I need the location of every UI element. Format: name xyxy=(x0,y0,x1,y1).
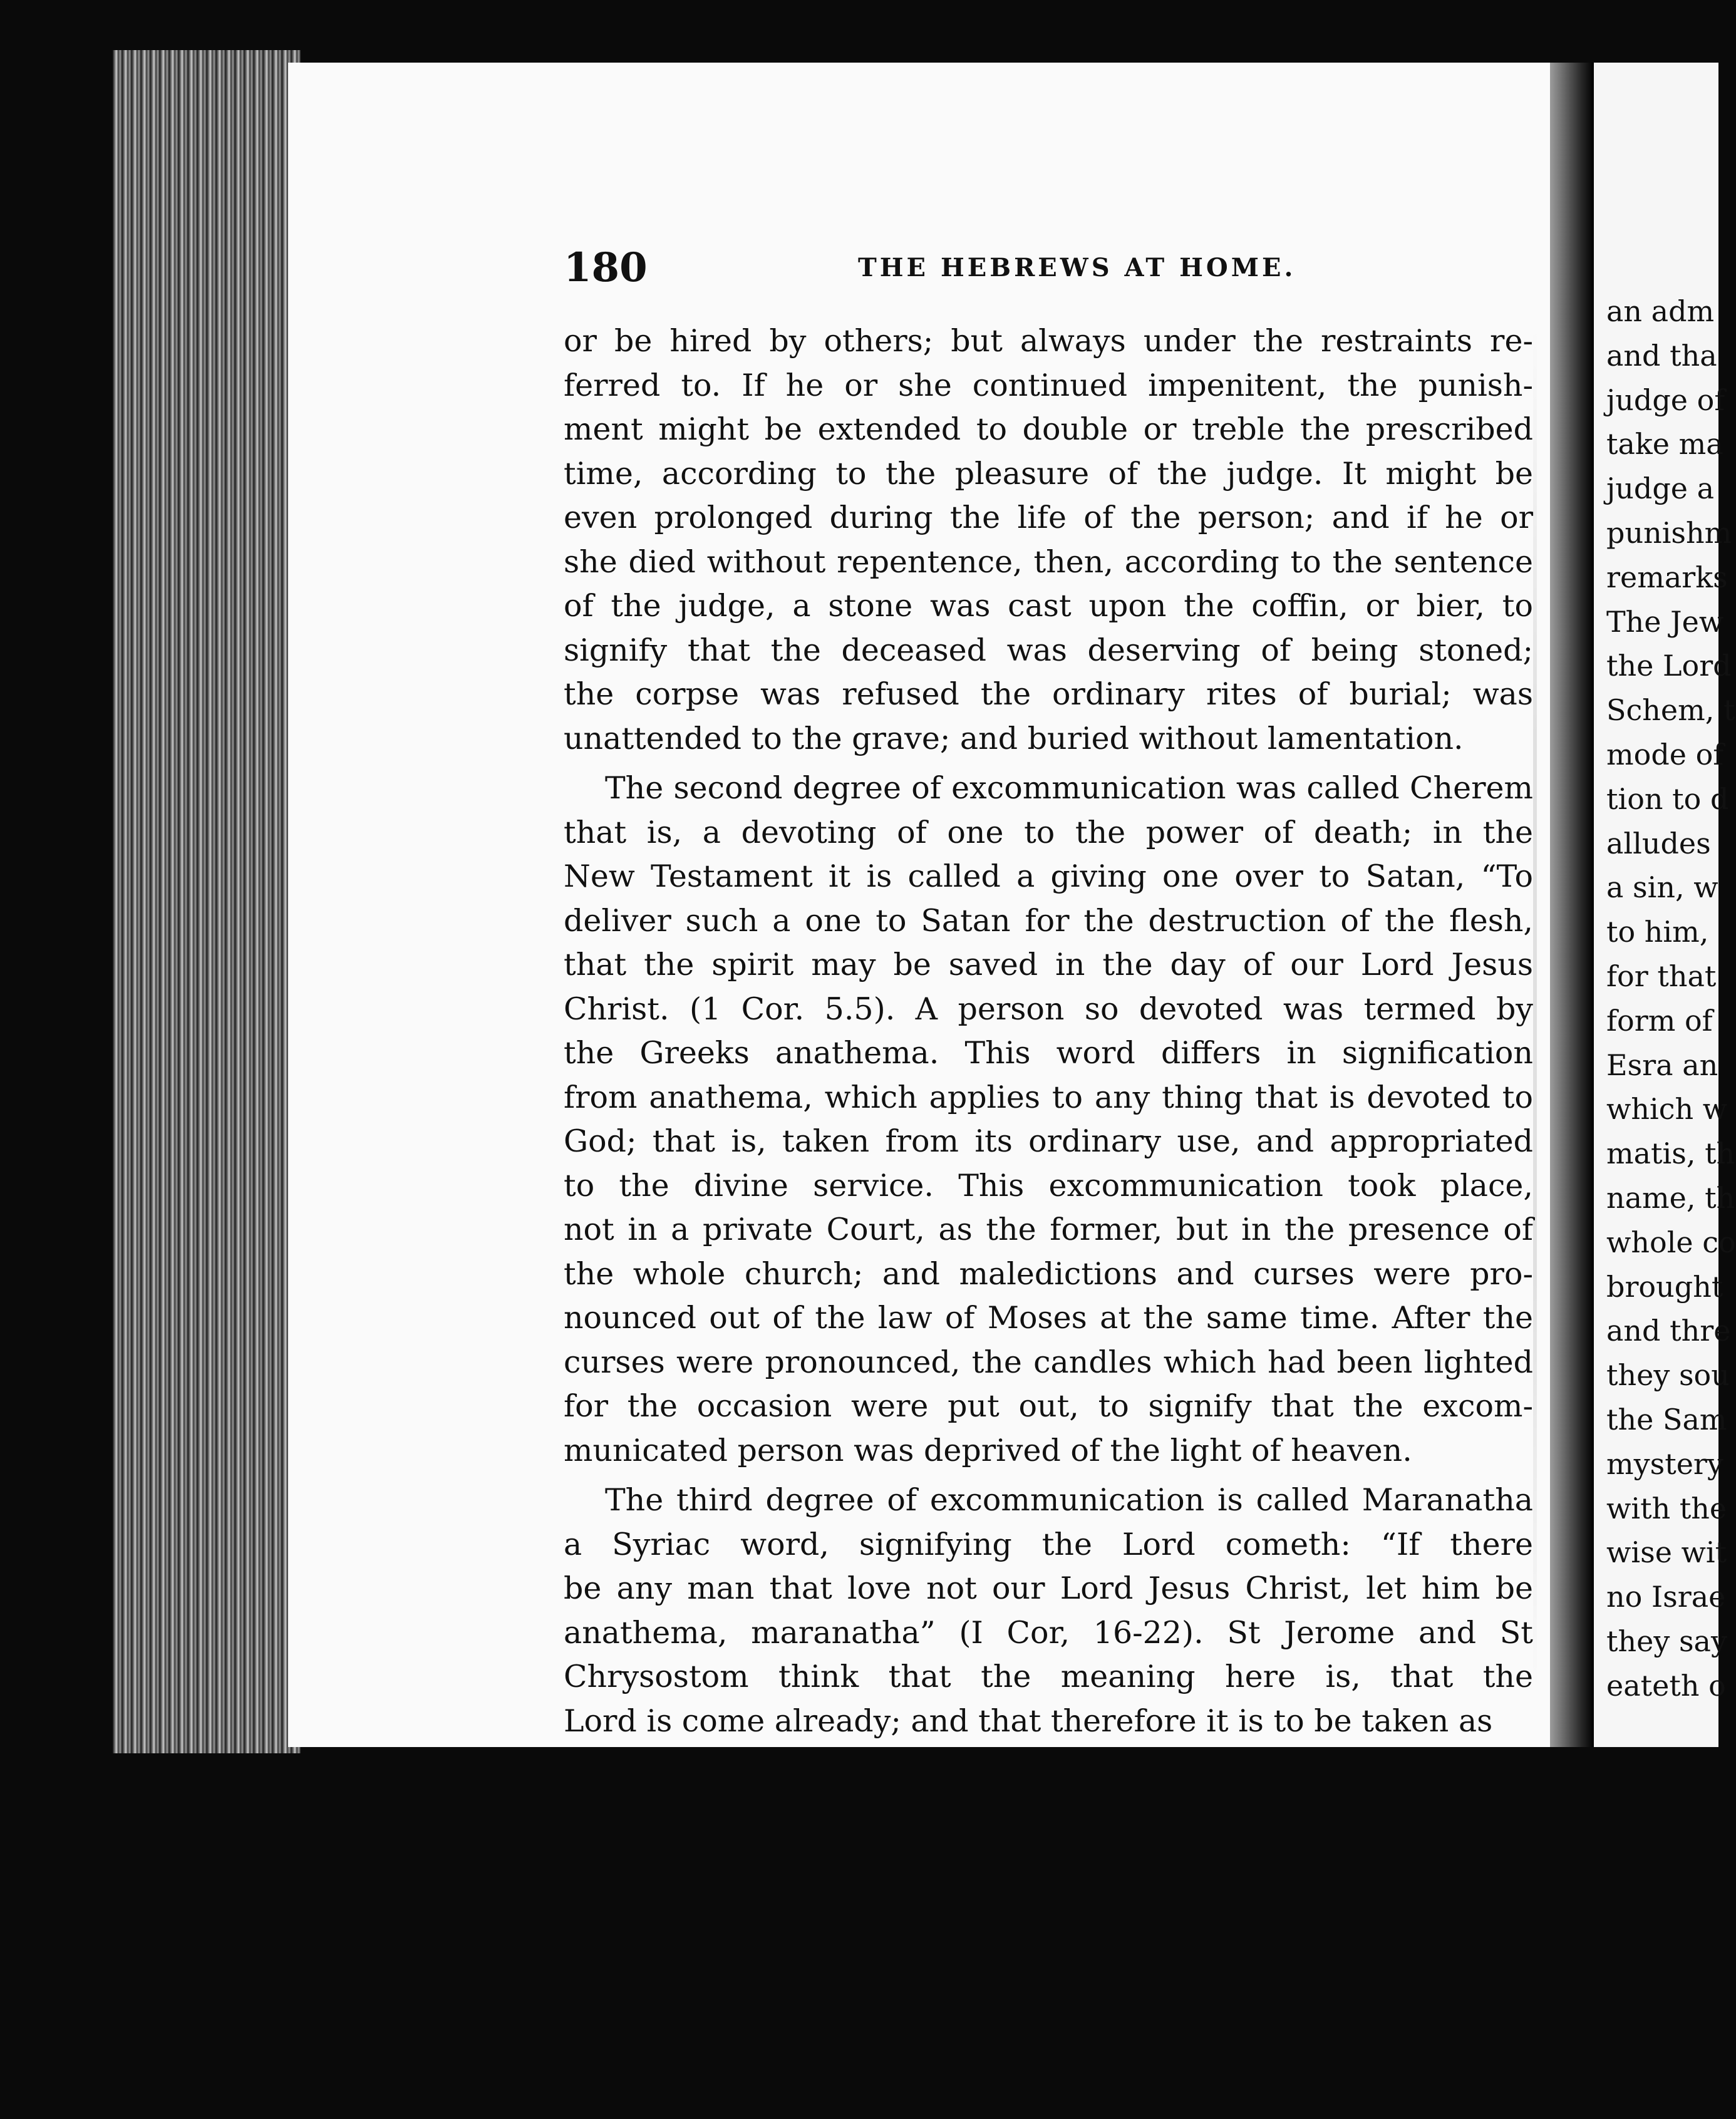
text-line: The second degree of excommunication was called Cherem xyxy=(605,770,1533,806)
facing-page-line: punishm xyxy=(1606,515,1732,550)
text-line: anathema, maranatha” (I Cor, 16-22). St Jerome and St xyxy=(564,1614,1533,1651)
text-line: even prolonged during the life of the person; and if he or xyxy=(564,500,1533,535)
facing-page-line: they say xyxy=(1606,1624,1727,1658)
facing-page-line: Esra an xyxy=(1606,1048,1718,1082)
text-line: from anathema, which applies to any thing that is devoted to xyxy=(564,1079,1533,1115)
facing-page-line: judge of xyxy=(1606,383,1725,417)
text-line: unattended to the grave; and buried without lamentation. xyxy=(564,720,1464,756)
text-line: a Syriac word, signifying the Lord cometh: “If there xyxy=(564,1526,1533,1562)
facing-page-line: take ma xyxy=(1606,427,1723,461)
text-line: the Greeks anathema. This word differs in signification xyxy=(564,1035,1533,1071)
text-line: New Testament it is called a giving one over to Satan, “To xyxy=(564,858,1533,894)
running-head: THE HEBREWS AT HOME. xyxy=(858,253,1296,282)
facing-page-line: an adm xyxy=(1606,294,1715,328)
page-number: 180 xyxy=(564,244,648,291)
text-line: time, according to the pleasure of the judge. It might be xyxy=(564,455,1533,492)
facing-page-line: for that xyxy=(1606,959,1717,993)
text-line: God; that is, taken from its ordinary use, and appropriated xyxy=(564,1123,1533,1159)
facing-page-line: with the xyxy=(1606,1491,1727,1525)
facing-page-line: and tha xyxy=(1606,338,1717,373)
facing-page-line: the Lord xyxy=(1606,649,1732,683)
facing-page-line: tion to d xyxy=(1606,781,1729,816)
facing-page-line: name, th xyxy=(1606,1180,1735,1215)
page-edge-stack xyxy=(113,50,301,1753)
text-line: the whole church; and maledictions and curses were pro- xyxy=(564,1255,1533,1292)
text-line: she died without repentence, then, according to the sentence xyxy=(564,544,1533,580)
text-line: not in a private Court, as the former, but in the presence of xyxy=(564,1212,1533,1247)
text-line: ferred to. If he or she continued impenitent, the punish- xyxy=(564,367,1533,403)
facing-page-line: which w xyxy=(1606,1092,1728,1127)
text-line: Lord is come already; and that therefore it is to be taken as xyxy=(564,1703,1493,1739)
text-line: Christ. (1 Cor. 5.5). A person so devoted was termed by xyxy=(564,991,1533,1027)
facing-page-line: no Israe xyxy=(1606,1580,1726,1614)
facing-page-line: the Sam xyxy=(1606,1402,1727,1436)
text-line: for the occasion were put out, to signify that the excom- xyxy=(564,1388,1533,1424)
facing-page-line: alludes xyxy=(1606,826,1711,860)
facing-page-line: judge a xyxy=(1606,472,1715,506)
facing-page-line: matis, th xyxy=(1606,1137,1735,1171)
facing-page-line: and thre xyxy=(1606,1314,1731,1348)
text-line: of the judge, a stone was cast upon the coffin, or bier, to xyxy=(564,588,1533,624)
facing-page-line: mystery xyxy=(1606,1446,1723,1481)
body-text xyxy=(564,319,1533,1743)
text-line: Chrysostom think that the meaning here is, that the xyxy=(564,1659,1533,1694)
text-line: that the spirit may be saved in the day of our Lord Jesus xyxy=(564,947,1533,982)
facing-page-line: to him, xyxy=(1606,915,1709,949)
text-line: be any man that love not our Lord Jesus Christ, let him be xyxy=(564,1570,1533,1606)
facing-page-line: brought xyxy=(1606,1269,1723,1304)
facing-page-line: remarks xyxy=(1606,560,1728,594)
text-line: nounced out of the law of Moses at the same time. After the xyxy=(564,1300,1533,1336)
text-line: the corpse was refused the ordinary rites of burial; was xyxy=(564,676,1533,712)
facing-page-line: whole co xyxy=(1606,1225,1736,1259)
right-page-fragment xyxy=(1594,63,1736,1747)
facing-page-line: The Jew xyxy=(1606,604,1724,639)
text-line: The third degree of excommunication is called Maranatha xyxy=(605,1482,1533,1518)
book-spine-gutter xyxy=(1550,63,1594,1747)
facing-page-text xyxy=(1606,289,1736,1708)
page-header xyxy=(564,244,1533,294)
facing-page-line: Schem, t xyxy=(1606,693,1735,728)
text-line: ment might be extended to double or treble the prescribed xyxy=(564,411,1533,447)
facing-page-line: form of xyxy=(1606,1003,1713,1038)
text-line: deliver such a one to Satan for the destruction of the flesh, xyxy=(564,902,1533,939)
text-line: or be hired by others; but always under the restraints re- xyxy=(564,323,1533,359)
facing-page-line: eateth o xyxy=(1606,1668,1726,1703)
print-show-through xyxy=(1533,326,1537,1691)
text-line: to the divine service. This excommunication took place, xyxy=(564,1167,1533,1204)
text-line: municated person was deprived of the light of heaven. xyxy=(564,1432,1412,1468)
facing-page-line: mode of xyxy=(1606,737,1724,771)
text-line: curses were pronounced, the candles which had been lighted xyxy=(564,1344,1533,1380)
facing-page-line: wise wit xyxy=(1606,1535,1727,1570)
text-line: signify that the deceased was deserving of being stoned; xyxy=(564,632,1533,668)
facing-page-line: a sin, w xyxy=(1606,870,1718,905)
facing-page-line: they sou xyxy=(1606,1358,1730,1393)
text-line: that is, a devoting of one to the power of death; in the xyxy=(564,814,1533,850)
